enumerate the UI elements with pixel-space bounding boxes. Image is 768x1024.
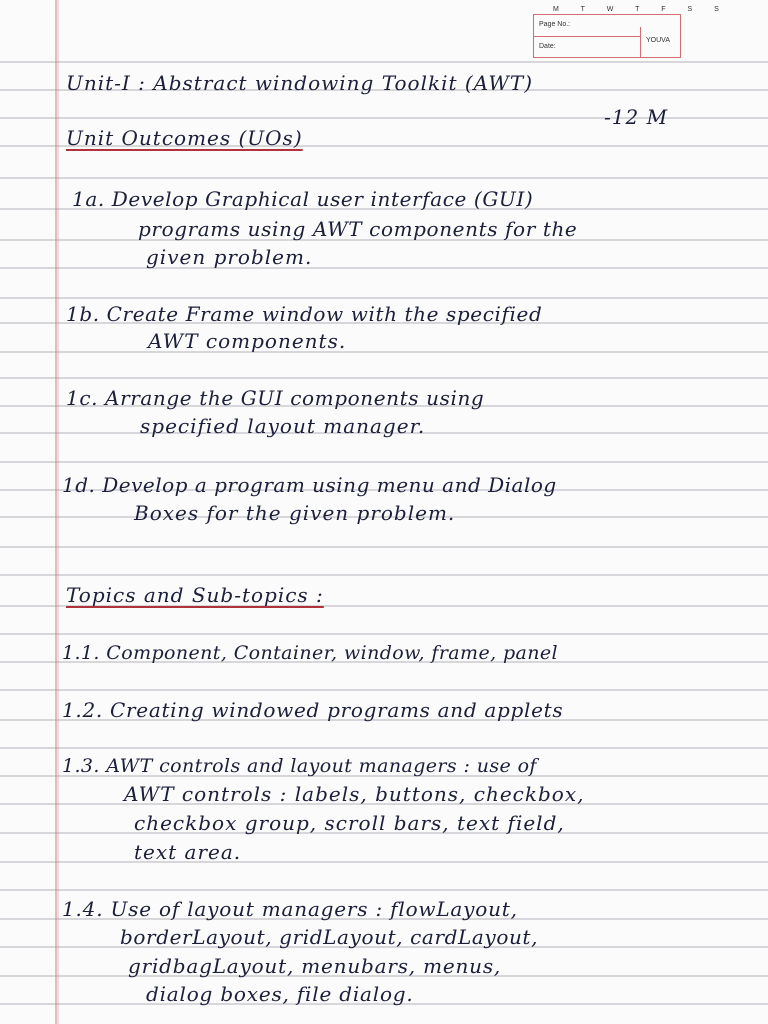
topic-1-2: 1.2. Creating windowed programs and applets	[62, 698, 564, 722]
page-info-box	[533, 14, 681, 58]
topic-1-3-line4: text area.	[134, 840, 242, 864]
topic-1-3-line3: checkbox group, scroll bars, text field,	[134, 811, 565, 835]
outcome-1c-line2: specified layout manager.	[140, 414, 426, 438]
outcome-1c-line1: 1c. Arrange the GUI components using	[66, 386, 485, 410]
topic-1-4-line3: gridbagLayout, menubars, menus,	[128, 954, 502, 978]
outcome-1b-line1: 1b. Create Frame window with the specified	[66, 302, 543, 326]
date-label: Date:	[539, 43, 556, 50]
topic-1-4-line4: dialog boxes, file dialog.	[146, 982, 414, 1006]
topic-1-3-line1: 1.3. AWT controls and layout managers : use of	[62, 755, 537, 777]
outcome-1d-line2: Boxes for the given problem.	[134, 501, 456, 525]
unit-title: Unit-I : Abstract windowing Toolkit (AWT)	[66, 71, 534, 95]
brand-label: YOUVA	[646, 37, 670, 44]
topics-heading: Topics and Sub-topics :	[66, 583, 324, 607]
topic-1-3-line2: AWT controls : labels, buttons, checkbox,	[124, 782, 585, 806]
weekday-row: M T W T F S S	[553, 6, 729, 13]
topic-1-4-line2: borderLayout, gridLayout, cardLayout,	[120, 925, 539, 949]
outcome-1d-line1: 1d. Develop a program using menu and Dialog	[62, 473, 557, 497]
topic-1-4-line1: 1.4. Use of layout managers : flowLayout,	[62, 897, 518, 921]
outcome-1a-line1: 1a. Develop Graphical user interface (GUI)	[72, 187, 534, 211]
outcomes-heading: Unit Outcomes (UOs)	[66, 126, 303, 150]
unit-marks: -12 M	[604, 105, 669, 129]
topic-1-1: 1.1. Component, Container, window, frame, panel	[62, 642, 559, 664]
outcome-1a-line2: programs using AWT components for the	[138, 217, 578, 241]
page-no-label: Page No.:	[539, 21, 571, 28]
outcome-1b-line2: AWT components.	[148, 329, 347, 353]
outcome-1a-line3: given problem.	[146, 245, 313, 269]
